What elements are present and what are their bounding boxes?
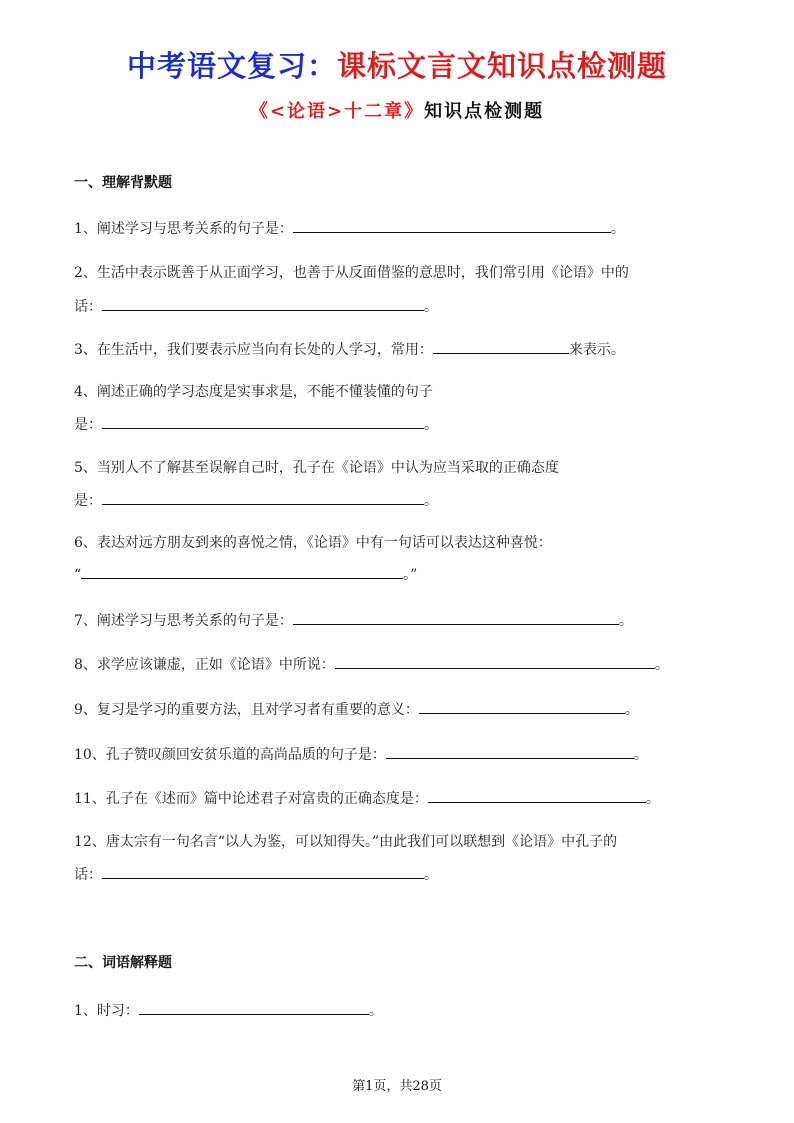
answer-blank[interactable] (293, 610, 619, 625)
question-text: 10、孔子赞叹颜回安贫乐道的高尚品质的句子是： (74, 747, 386, 763)
answer-blank[interactable] (102, 414, 424, 429)
question-5-line-2 (74, 490, 438, 511)
question-text: 话： (74, 867, 102, 883)
question-text: 话： (74, 299, 102, 315)
question-text: 7、阐述学习与思考关系的句子是： (74, 613, 293, 629)
question-4-line-1: 4、阐述正确的学习态度是实事求是，不能不懂装懂的句子 (74, 384, 433, 400)
question-text: 8、求学应该谦虚，正如《论语》中所说： (74, 657, 335, 673)
question-5-line-1: 5、当别人不了解甚至误解自己时，孔子在《论语》中认为应当采取的正确态度 (74, 460, 559, 476)
answer-blank[interactable] (386, 744, 634, 759)
question-12-line-2 (74, 864, 438, 885)
question-end: 。 (618, 613, 633, 629)
subtitle-part-red: 《<论语>十二章》 (249, 101, 425, 122)
question-text: 1、阐述学习与思考关系的句子是： (74, 221, 293, 237)
answer-blank[interactable] (102, 490, 424, 505)
section-heading-2: 二、词语解释题 (74, 955, 172, 971)
answer-blank[interactable] (335, 654, 655, 669)
document-title (0, 44, 794, 85)
question-end: 。 (368, 1003, 383, 1019)
question-11 (74, 788, 660, 809)
question-end: 。 (645, 791, 660, 807)
question-2-line-1: 2、生活中表示既善于从正面学习，也善于从反面借鉴的意思时，我们常引用《论语》中的 (74, 265, 629, 281)
question-text: 1、时习： (74, 1003, 139, 1019)
answer-blank[interactable] (102, 296, 424, 311)
question-end: 。 (424, 867, 438, 883)
question-7 (74, 610, 633, 631)
answer-blank[interactable] (433, 339, 569, 354)
section-2-question-1 (74, 1000, 383, 1021)
section-heading-1: 一、理解背默题 (74, 175, 172, 191)
title-part-red: 课标文言文知识点检测题 (337, 49, 668, 83)
question-end: 。 (610, 221, 625, 237)
answer-blank[interactable] (293, 218, 611, 233)
question-text: 是： (74, 493, 102, 509)
question-6-line-2 (74, 564, 417, 585)
answer-blank[interactable] (139, 1000, 369, 1015)
question-text: 是： (74, 417, 102, 433)
question-end: 。 (654, 657, 669, 673)
question-2-line-2 (74, 296, 438, 317)
subtitle-part-black: 知识点检测题 (424, 101, 545, 122)
question-end: 。 (624, 702, 639, 718)
question-end: 。 (633, 747, 648, 763)
page-number: 第1页，共28页 (352, 1079, 442, 1094)
question-12-line-1: 12、唐太宗有一句名言“以人为鉴，可以知得失。”由此我们可以联想到《论语》中孔子的 (74, 834, 618, 850)
title-part-blue: 中考语文复习： (126, 49, 337, 83)
question-text: “ (74, 567, 82, 583)
question-1 (74, 218, 625, 239)
question-6-line-1: 6、表达对远方朋友到来的喜悦之情，《论语》中有一句话可以表达这种喜悦： (74, 535, 552, 551)
question-end: 。 (424, 417, 438, 433)
document-subtitle (0, 97, 794, 123)
answer-blank[interactable] (419, 699, 625, 714)
question-9 (74, 699, 639, 720)
question-10 (74, 744, 648, 765)
answer-blank[interactable] (81, 564, 403, 579)
question-end: 。 (424, 493, 438, 509)
question-4-line-2 (74, 414, 438, 435)
question-8 (74, 654, 669, 675)
question-end: 。 (424, 299, 438, 315)
question-end: 。” (403, 567, 418, 583)
answer-blank[interactable] (102, 864, 424, 879)
question-3 (74, 339, 625, 360)
question-text: 3、在生活中，我们要表示应当向有长处的人学习，常用： (74, 342, 433, 358)
question-text: 9、复习是学习的重要方法，且对学习者有重要的意义： (74, 702, 419, 718)
answer-blank[interactable] (428, 788, 646, 803)
question-text: 11、孔子在《述而》篇中论述君子对富贵的正确态度是： (74, 791, 428, 807)
question-end: 来表示。 (568, 342, 625, 358)
